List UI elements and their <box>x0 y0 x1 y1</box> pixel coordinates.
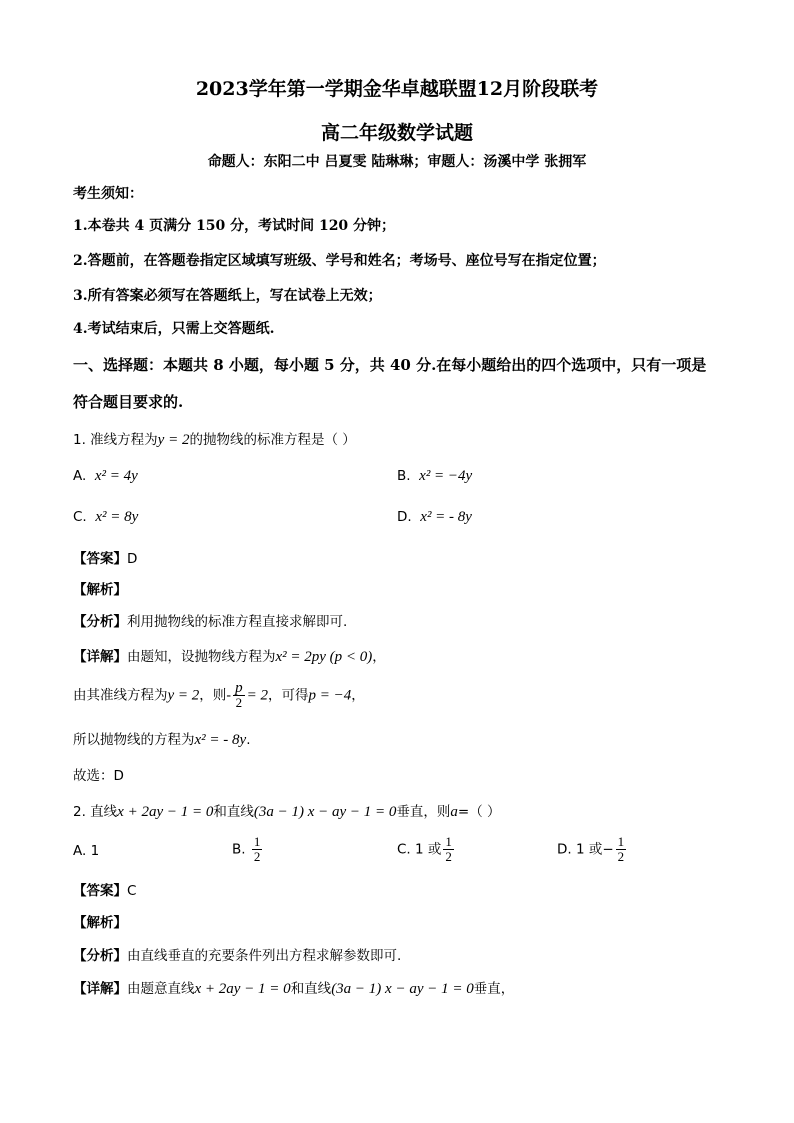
q1-analysis-tag: 【解析】 <box>73 582 127 598</box>
q1-answer: 【答案】D <box>73 551 138 567</box>
question-1-stem: 1. 准线方程为y = 2的抛物线的标准方程是（ ） <box>73 432 356 448</box>
q2-option-a: A. 1 <box>73 843 100 859</box>
fraction-one-half: $\frac{1}{2}$ <box>445 834 452 864</box>
fraction-p-over-2: $\frac{p}{2}$ <box>235 680 243 710</box>
q2-analysis-tag: 【解析】 <box>73 915 127 931</box>
q2-answer: 【答案】C <box>73 883 137 899</box>
fraction-one-half: $\frac{1}{2}$ <box>617 834 625 864</box>
question-2-stem: 2. 直线x + 2ay − 1 = 0和直线(3a − 1) x − ay − 1 = 0垂直，则a=（ ） <box>73 804 501 820</box>
q2-option-c: C. 1 或 $\frac{1}{2}$ <box>397 834 452 864</box>
q1-fenxi: 【分析】利用抛物线的标准方程直接求解即可. <box>73 614 348 630</box>
notice-item-4: 4.考试结束后，只需上交答题纸. <box>73 321 275 337</box>
notice-item-1: 1.本卷共 4 页满分 150 分，考试时间 120 分钟； <box>73 218 396 234</box>
notice-item-2: 2.答题前，在答题卷指定区域填写班级、学号和姓名；考场号、座位号写在指定位置； <box>73 253 606 269</box>
exam-subtitle: 高二年级数学试题 <box>320 122 473 144</box>
q2-option-d: D. 1 或− $\frac{1}{2}$ <box>557 834 625 864</box>
exam-title: 2023学年第一学期金华卓越联盟12月阶段联考 <box>195 78 599 100</box>
q1-conclusion: 故选：D <box>73 768 124 784</box>
section-heading-cont: 符合题目要求的. <box>73 393 184 411</box>
q1-option-c: C. x² = 8y <box>73 509 139 525</box>
q1-solution-line-3: 所以抛物线的方程为x² = - 8y. <box>73 732 251 748</box>
authors-line: 命题人：东阳二中 吕夏雯 陆琳琳；审题人：汤溪中学 张拥军 <box>207 154 587 170</box>
q1-xiangjie: 【详解】由题知，设抛物线方程为x² = 2py (p < 0)， <box>73 649 386 665</box>
q1-option-d: D. x² = - 8y <box>397 509 472 525</box>
q2-option-b: B. $\frac{1}{2}$ <box>232 834 261 864</box>
q1-option-b: B. x² = −4y <box>397 468 473 484</box>
notice-heading: 考生须知： <box>73 186 143 202</box>
q2-fenxi: 【分析】由直线垂直的充要条件列出方程求解参数即可. <box>73 948 402 964</box>
q1-solution-line-2: 由其准线方程为y = 2，则- $\frac{p}{2}$ = 2，可得p = −4， <box>73 680 365 710</box>
section-heading: 一、选择题：本题共 8 小题，每小题 5 分，共 40 分.在每小题给出的四个选项中，只有一项是 <box>73 356 707 374</box>
fraction-one-half: $\frac{1}{2}$ <box>253 834 261 864</box>
notice-item-3: 3.所有答案必须写在答题纸上，写在试卷上无效； <box>73 288 382 304</box>
q2-xiangjie: 【详解】由题意直线x + 2ay − 1 = 0和直线(3a − 1) x − ay − 1 = 0垂直， <box>73 981 515 997</box>
q1-option-a: A. x² = 4y <box>73 468 138 484</box>
